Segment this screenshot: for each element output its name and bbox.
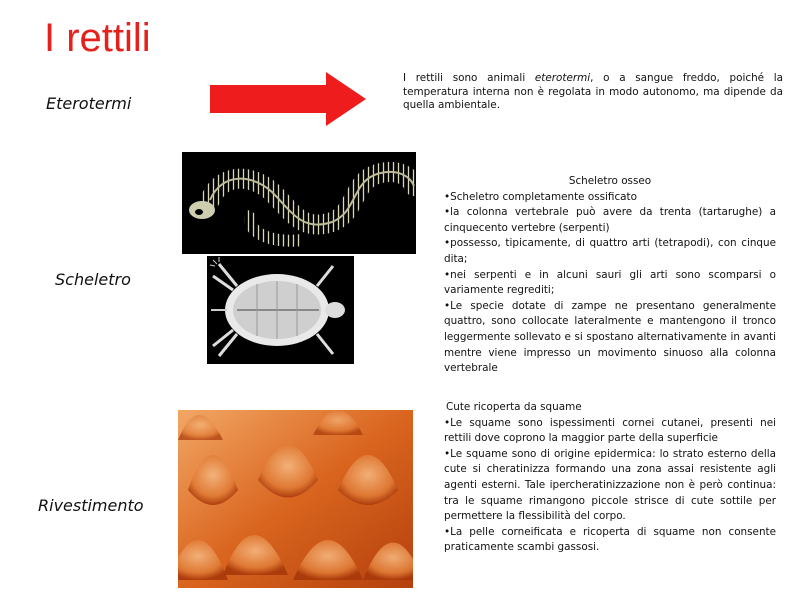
reptile-scales-image [178,410,413,588]
list-item: •la colonna vertebrale può avere da trenta (tartarughe) a cinquecento vertebre (serpenti) [444,206,776,234]
skeleton-list [444,190,776,377]
skeleton-text-block [444,174,776,377]
intro-text-post: , o a sangue freddo, poiché la temperatura interna non è regolata in modo autonomo, ma dipende da quella ambientale. [403,72,784,111]
label-ectotherms: Eterotermi [46,94,132,113]
list-item: •possesso, tipicamente, di quattro arti (tetrapodi), con cinque dita; [444,237,776,265]
list-item: •nei serpenti e in alcuni sauri gli arti sono scomparsi o variamente regrediti; [444,268,776,297]
list-item: •Le specie dotate di zampe ne presentano generalmente quattro, sono collocate lateralmente e mantengono il tronco leggermente sollevato e si spostano alternativamente in avanti mentre viene impresso un movimento sinuoso alla colonna vertebrale [444,299,776,375]
intro-paragraph [403,72,783,113]
skin-heading: Cute ricoperta da squame [446,401,582,413]
intro-text-pre: I rettili sono animali [403,72,535,84]
list-item: •La pelle corneificata e ricoperta di squame non consente praticamente scambi gassosi. [444,525,776,554]
snake-skeleton-image [182,152,416,254]
intro-text-emphasis: eterotermi [534,72,591,84]
label-skeleton: Scheletro [55,270,131,289]
skin-list [444,416,776,556]
list-item: •Le squame sono di origine epidermica: lo strato esterno della cute si cheratinizza formando una zona assai resistente agli agenti esterni. Tale ipercheratinizzazione non è però continua: tra le squame rimangono piccole strisce di cute sottile per permettere la flessibilità del corpo. [444,447,776,523]
page-title: I rettili [44,16,151,60]
list-item: •Scheletro completamente ossificato [444,190,637,203]
turtle-skeleton-image [207,256,354,364]
right-arrow-icon [208,70,370,128]
skin-text-block [444,400,776,556]
label-covering: Rivestimento [38,496,144,515]
list-item: •Le squame sono ispessimenti cornei cutanei, presenti nei rettili dove coprono la maggior parte della superficie [444,416,776,445]
skeleton-heading: Scheletro osseo [568,175,652,187]
